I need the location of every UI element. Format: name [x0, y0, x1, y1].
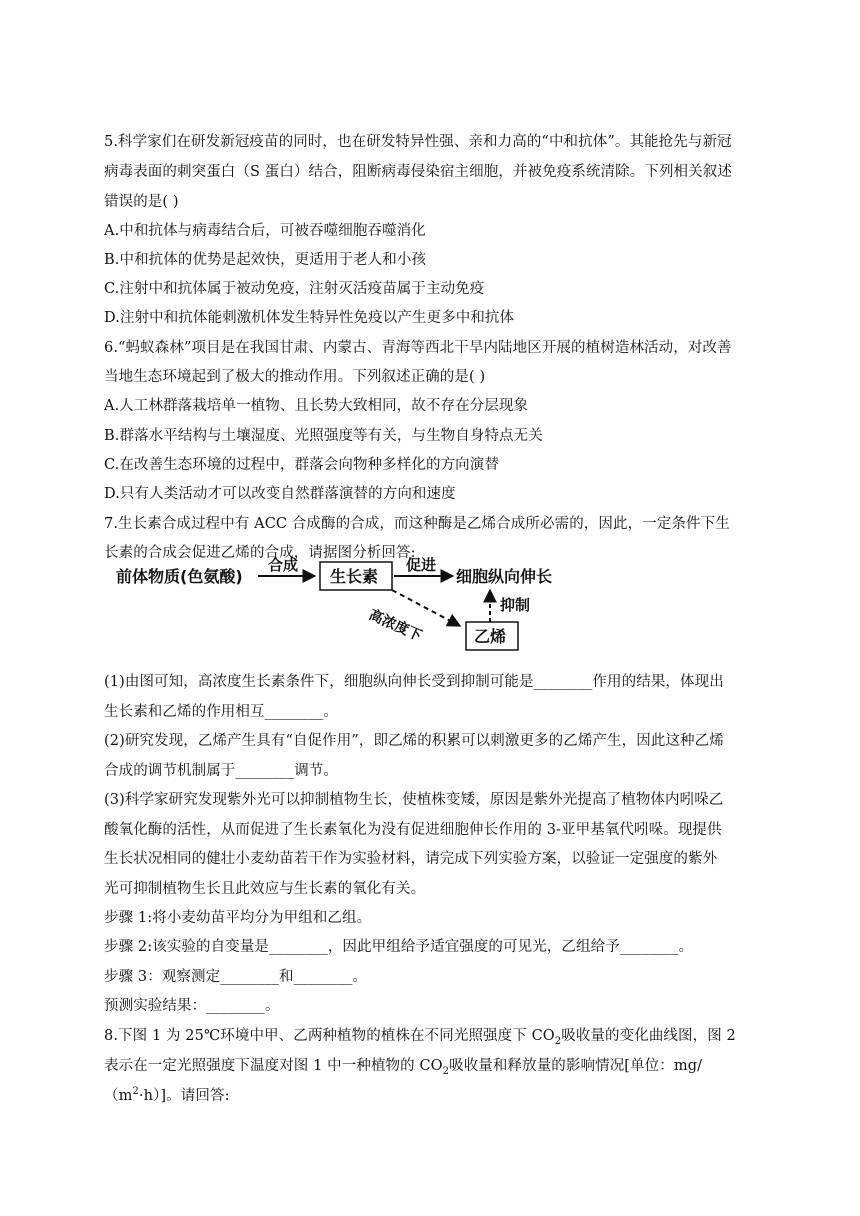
auxin-ethylene-diagram	[110, 546, 580, 658]
q6-option-b: B.群落水平结构与土壤湿度、光照强度等有关，与生物自身特点无关	[104, 428, 543, 444]
q8-line-1-text-a: 8.下图 1 为 25℃环境中甲、乙两种植物的植株在不同光照强度下 CO	[104, 1028, 555, 1044]
q8-line-2-text-b: 吸收量和释放量的影响情况[单位：mg/	[449, 1058, 703, 1074]
q8-line-1-text-b: 吸收量的变化曲线图，图 2	[561, 1028, 736, 1044]
q8-line-2-subscript: 2	[442, 1065, 450, 1077]
q7-part2-line-1: (2)研究发现，乙烯产生具有“自促作用”，即乙烯的积累可以刺激更多的乙烯产生，因此这种乙烯	[104, 733, 724, 749]
q7-line-1: 7.生长素合成过程中有 ACC 合成酶的合成，而这种酶是乙烯合成所必需的，因此，一定条件下生	[104, 516, 730, 532]
q7-part3-line-4: 光可抑制植物生长且此效应与生长素的氧化有关。	[104, 881, 426, 897]
q6-option-c: C.在改善生态环境的过程中，群落会向物种多样化的方向演替	[104, 457, 499, 473]
q5-line-1: 5.科学家们在研发新冠疫苗的同时，也在研发特异性强、亲和力高的“中和抗体”。其能抢先与新冠	[104, 134, 732, 150]
q7-prediction: 预测实验结果：________。	[104, 998, 280, 1014]
q7-step-1: 步骤 1:将小麦幼苗平均分为甲组和乙组。	[104, 910, 372, 926]
q8-line-1	[104, 1026, 760, 1046]
q7-step-2: 步骤 2:该实验的自变量是________，因此甲组给予适宜强度的可见光，乙组给予________。	[104, 939, 694, 955]
auxin-label: 生长素	[330, 567, 379, 586]
q7-step-3: 步骤 3：观察测定________和________。	[104, 969, 368, 985]
q5-option-c: C.注射中和抗体属于被动免疫，注射灭活疫苗属于主动免疫	[104, 281, 485, 297]
q5-option-d: D.注射中和抗体能刺激机体发生特异性免疫以产生更多中和抗体	[104, 310, 515, 326]
q6-line-1: 6.“蚂蚁森林”项目是在我国甘肃、内蒙古、青海等西北干旱内陆地区开展的植树造林活动，对改善	[104, 340, 732, 356]
q5-option-a: A.中和抗体与病毒结合后，可被吞噬细胞吞噬消化	[104, 223, 426, 239]
inhibit-label: 抑制	[500, 596, 531, 614]
q6-line-2: 当地生态环境起到了极大的推动作用。下列叙述正确的是( )	[104, 369, 486, 385]
q8-line-3-text-b: ·h）]。请回答:	[138, 1088, 230, 1104]
q8-line-3-text-a: （m	[104, 1088, 133, 1104]
q5-option-b: B.中和抗体的优势是起效快，更适用于老人和小孩	[104, 252, 427, 268]
q6-option-d: D.只有人类活动才可以改变自然群落演替的方向和速度	[104, 486, 456, 502]
q5-line-3: 错误的是( )	[104, 194, 179, 210]
q7-part3-line-3: 生长状况相同的健壮小麦幼苗若干作为实验材料，请完成下列实验方案，以验证一定强度的紫外	[104, 851, 718, 867]
promote-label: 促进	[406, 556, 437, 574]
q7-line-2: 长素的合成会促进乙烯的合成，请据图分析回答:	[104, 545, 416, 561]
q8-line-2	[104, 1056, 760, 1076]
high-concentration-label: 高浓度下	[366, 607, 425, 645]
q7-part3-line-2: 酸氧化酶的活性，从而促进了生长素氧化为没有促进细胞伸长作用的 3-亚甲基氧代吲哚。现提供	[104, 822, 722, 838]
q6-option-a: A.人工林群落栽培单一植物、且长势大致相同，故不存在分层现象	[104, 398, 529, 414]
precursor-label: 前体物质(色氨酸)	[116, 567, 243, 586]
q7-part1-line-1: (1)由图可知，高浓度生长素条件下，细胞纵向伸长受到抑制可能是________作用的结果，体现出	[104, 674, 724, 690]
q5-line-2: 病毒表面的刺突蛋白（S 蛋白）结合，阻断病毒侵染宿主细胞，并被免疫系统清除。下列相关叙述	[104, 164, 732, 180]
q8-line-1-subscript: 2	[554, 1035, 562, 1047]
q8-line-2-text-a: 表示在一定光照强度下温度对图 1 中一种植物的 CO	[104, 1058, 443, 1074]
synthesis-label: 合成	[268, 556, 299, 574]
cell-growth-label: 细胞纵向伸长	[456, 567, 553, 586]
ethylene-label: 乙烯	[474, 627, 507, 646]
q8-line-3	[104, 1086, 760, 1106]
q7-part3-line-1: (3)科学家研究发现紫外光可以抑制植物生长，使植株变矮，原因是紫外光提高了植物体内吲哚乙	[104, 792, 724, 808]
q7-part1-line-2: 生长素和乙烯的作用相互________。	[104, 704, 338, 720]
q7-part2-line-2: 合成的调节机制属于________调节。	[104, 763, 338, 779]
q8-line-3-superscript: 2	[132, 1086, 139, 1098]
